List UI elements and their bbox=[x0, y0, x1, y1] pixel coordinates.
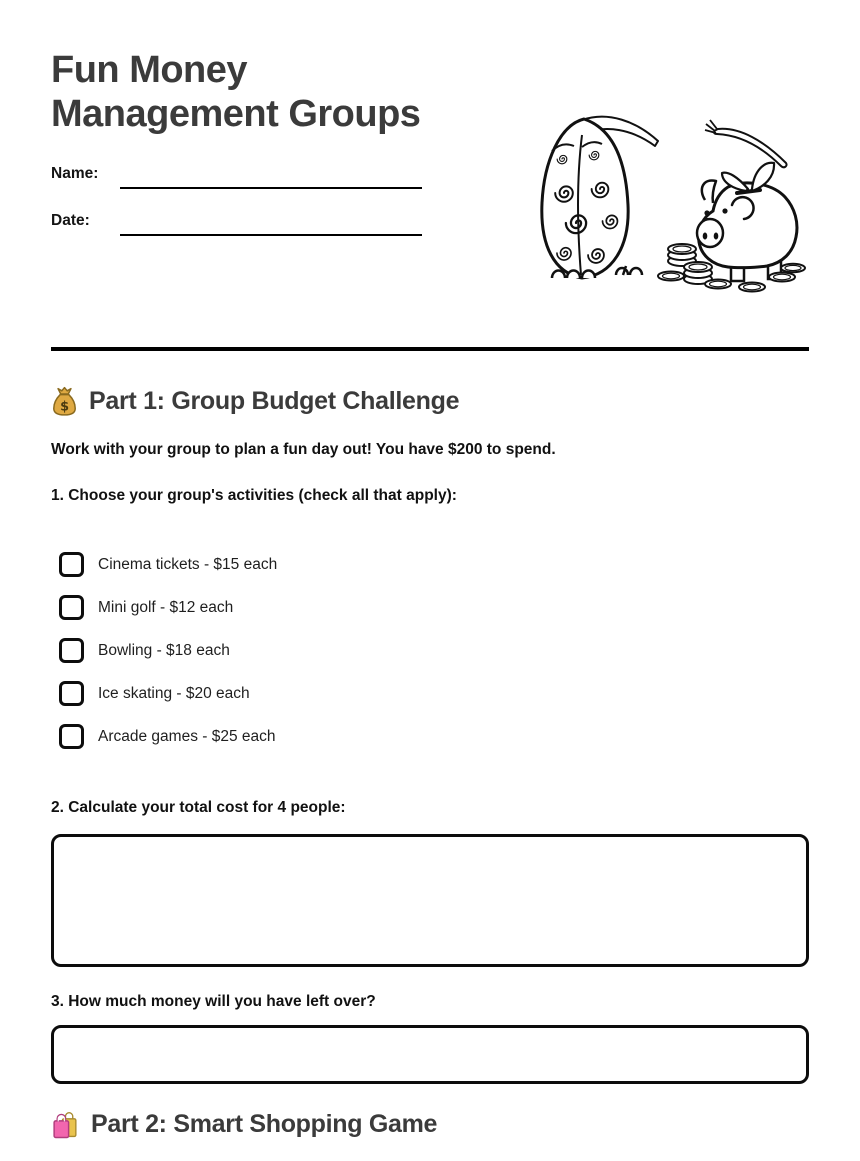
part1-heading bbox=[51, 386, 459, 416]
name-input[interactable] bbox=[120, 163, 422, 189]
piggy-bank-drawing bbox=[697, 163, 797, 281]
checklist-label: Cinema tickets - $15 each bbox=[98, 555, 278, 573]
checklist-label: Arcade games - $25 each bbox=[98, 727, 276, 745]
checklist-row-arcade bbox=[59, 724, 277, 749]
feather-drawing bbox=[705, 120, 787, 167]
page-title-line1: Fun Money bbox=[51, 49, 248, 91]
money-bag-icon bbox=[51, 386, 78, 416]
page-title-line2: Management Groups bbox=[51, 93, 421, 135]
question2-label: 2. Calculate your total cost for 4 people: bbox=[51, 799, 346, 816]
checklist-label: Mini golf - $12 each bbox=[98, 598, 234, 616]
svg-text:$: $ bbox=[60, 399, 69, 415]
checklist-label: Ice skating - $20 each bbox=[98, 684, 250, 702]
name-label: Name: bbox=[51, 165, 99, 182]
checklist-row-cinema bbox=[59, 552, 277, 577]
date-label: Date: bbox=[51, 212, 90, 229]
mini-golf-checkbox[interactable] bbox=[59, 595, 84, 620]
activities-checklist bbox=[59, 552, 277, 767]
question1-label: 1. Choose your group's activities (check all that apply): bbox=[51, 487, 457, 504]
checklist-label: Bowling - $18 each bbox=[98, 641, 230, 659]
shopping-bags-icon bbox=[51, 1109, 80, 1139]
question3-label: 3. How much money will you have left over? bbox=[51, 993, 376, 1010]
bowling-checkbox[interactable] bbox=[59, 638, 84, 663]
part2-heading bbox=[51, 1109, 437, 1139]
section-divider bbox=[51, 347, 809, 351]
page-title bbox=[51, 48, 511, 136]
part1-intro: Work with your group to plan a fun day out! You have $200 to spend. bbox=[51, 441, 556, 458]
question3-answer-box[interactable] bbox=[51, 1025, 809, 1084]
part1-heading-text: Part 1: Group Budget Challenge bbox=[89, 386, 460, 415]
date-input[interactable] bbox=[120, 210, 422, 236]
part2-heading-text: Part 2: Smart Shopping Game bbox=[91, 1109, 438, 1138]
checklist-row-ice-skating bbox=[59, 681, 277, 706]
cinema-tickets-checkbox[interactable] bbox=[59, 552, 84, 577]
checklist-row-bowling bbox=[59, 638, 277, 663]
kiwi-bird-drawing bbox=[542, 117, 658, 278]
checklist-row-mini-golf bbox=[59, 595, 277, 620]
ice-skating-checkbox[interactable] bbox=[59, 681, 84, 706]
kiwi-piggy-bank-illustration bbox=[532, 105, 810, 293]
arcade-games-checkbox[interactable] bbox=[59, 724, 84, 749]
question2-answer-box[interactable] bbox=[51, 834, 809, 967]
